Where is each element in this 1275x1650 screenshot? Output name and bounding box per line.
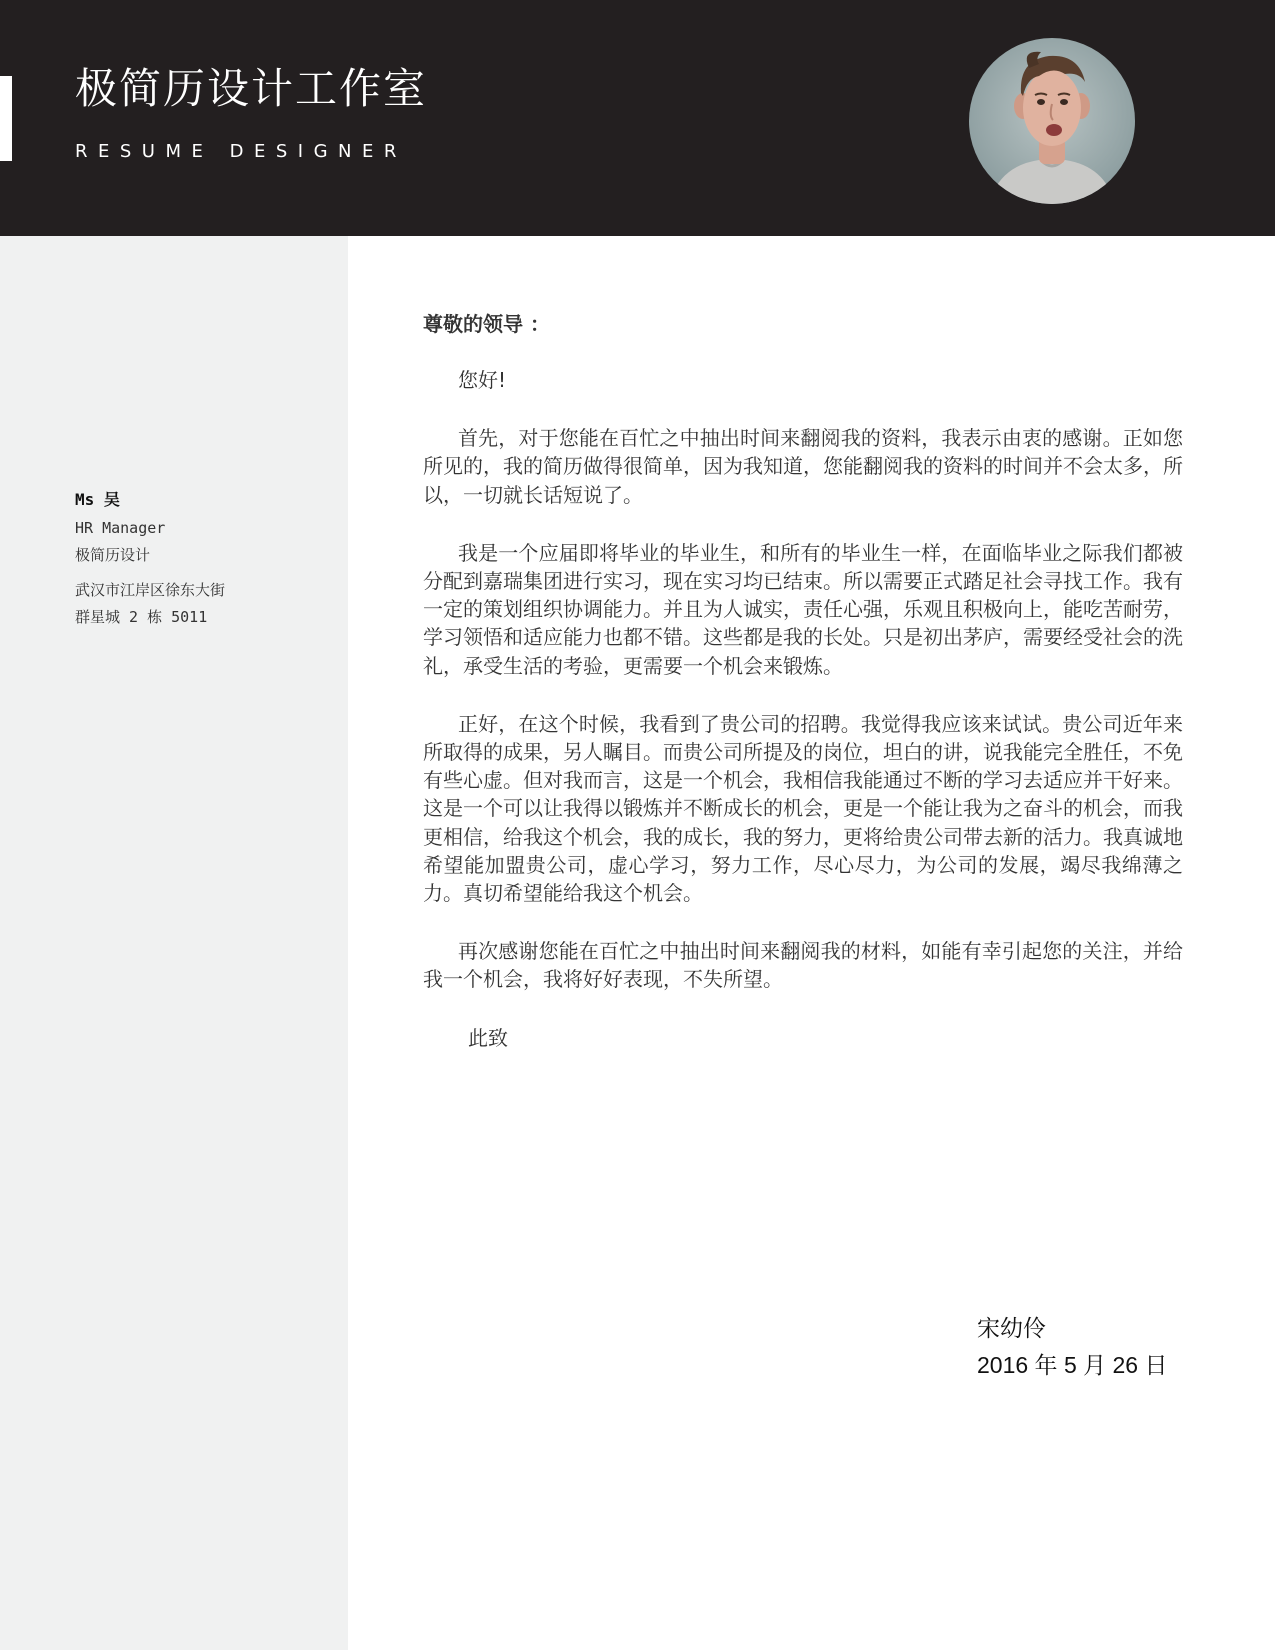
signature-date: 2016 年 5 月 26 日: [977, 1352, 1168, 1378]
recipient-address-line2: 群星城 2 栋 5011: [75, 608, 208, 626]
recipient-name: Ms 吴: [75, 490, 120, 509]
header-banner: [0, 0, 1275, 236]
recipient-contact: [75, 488, 225, 631]
recipient-company: 极简历设计: [75, 546, 151, 564]
recipient-address-line1: 武汉市江岸区徐东大街: [75, 581, 226, 599]
sidebar-panel: [0, 236, 348, 1650]
signature-block: [977, 1310, 1168, 1384]
letter-salutation: 尊敬的领导 ：: [423, 312, 550, 336]
avatar: [969, 38, 1135, 204]
letter-paragraph: 再次感谢您能在百忙之中抽出时间来翻阅我的材料，如能有幸引起您的关注，并给我一个机会，我将好好表现，不失所望。: [423, 939, 1183, 992]
signature-name: 宋幼伶: [977, 1315, 1046, 1341]
letter-paragraph: 首先，对于您能在百忙之中抽出时间来翻阅我的资料，我表示由衷的感谢。正如您所见的，我的简历做得很简单，因为我知道，您能翻阅我的资料的时间并不会太多，所以，一切就长话短说了。: [423, 426, 1183, 507]
letter-paragraph: 我是一个应届即将毕业的毕业生，和所有的毕业生一样，在面临毕业之际我们都被分配到嘉瑞集团进行实习，现在实习均已结束。所以需要正式踏足社会寻找工作。我有一定的策划组织协调能力。并且为人诚实，责任心强，乐观且积极向上，能吃苦耐劳，学习领悟和适应能力也都不错。这些都是我的长处。只是初出茅庐，需要经受社会的洗礼，承受生活的考验，更需要一个机会来锻炼。: [423, 540, 1183, 678]
header-accent-bar: [0, 76, 12, 161]
studio-subtitle: RESUME DESIGNER: [75, 141, 407, 162]
letter-body: [423, 310, 1183, 1052]
avatar-portrait: [969, 38, 1135, 204]
letter-paragraph: 正好，在这个时候，我看到了贵公司的招聘。我觉得我应该来试试。贵公司近年来所取得的成果，另人瞩目。而贵公司所提及的岗位，坦白的讲，说我能完全胜任，不免有些心虚。但对我而言，这是一个机会，我相信我能通过不断的学习去适应并干好来。这是一个可以让我得以锻炼并不断成长的机会，更是一个能让我为之奋斗的机会，而我更相信，给我这个机会，我的成长，我的努力，更将给贵公司带去新的活力。我真诚地希望能加盟贵公司，虚心学习，努力工作，尽心尽力，为公司的发展，竭尽我绵薄之力。真切希望能给我这个机会。: [423, 711, 1183, 906]
letter-closing: 此致: [468, 1025, 508, 1050]
studio-title: 极简历设计工作室: [75, 64, 428, 113]
recipient-position: HR Manager: [75, 519, 166, 537]
letter-greeting: 您好!: [458, 368, 507, 392]
